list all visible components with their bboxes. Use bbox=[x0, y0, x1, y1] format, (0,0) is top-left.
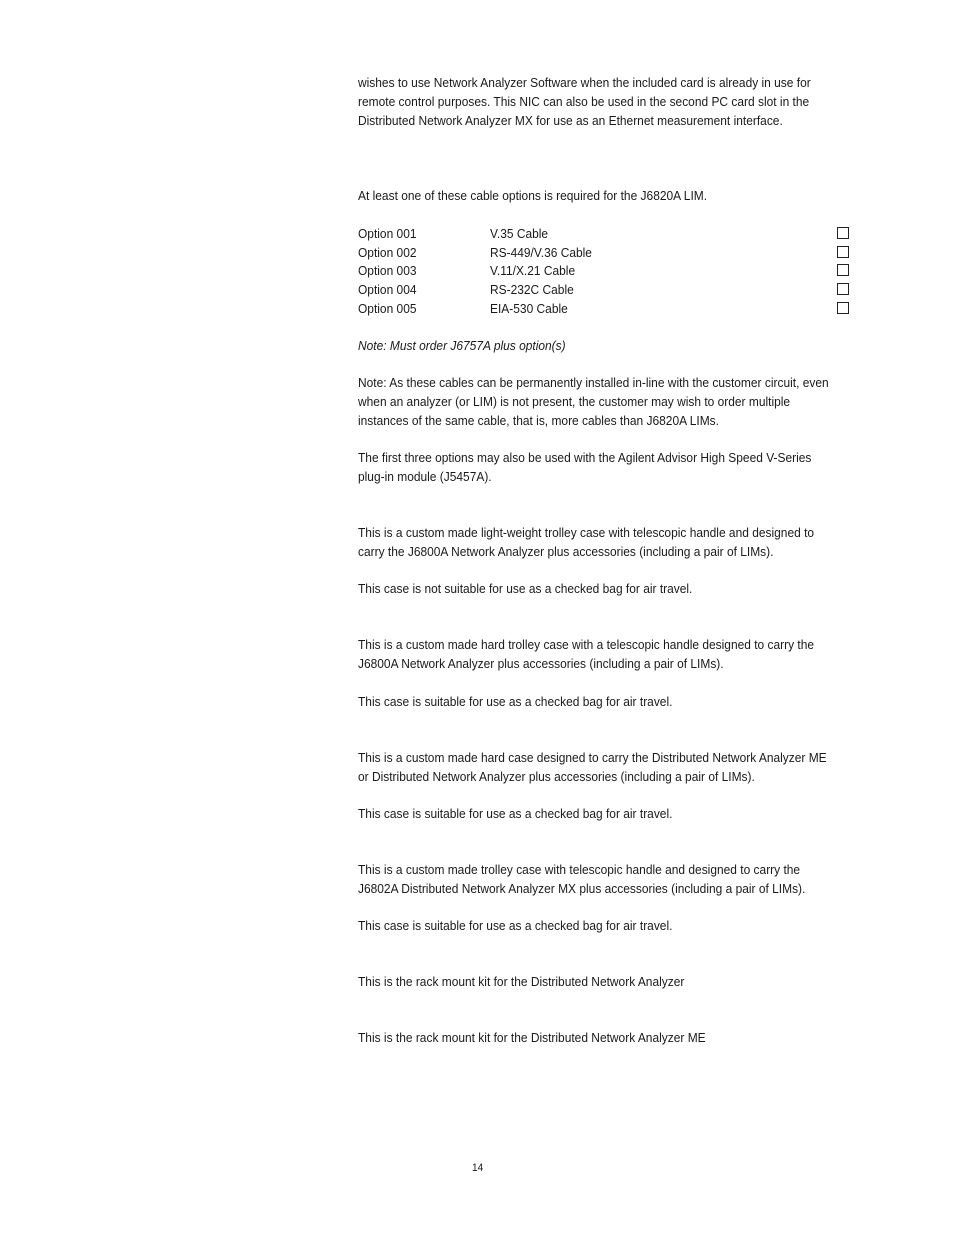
option-checkbox[interactable] bbox=[837, 283, 849, 295]
option-description: RS-232C Cable bbox=[490, 282, 574, 297]
order-note bbox=[358, 337, 814, 356]
text-line: This case is suitable for use as a checked bag for air travel. bbox=[358, 694, 673, 709]
option-code: Option 001 bbox=[358, 226, 417, 241]
text-line: This is a custom made hard case designed to carry the Distributed Network Analyzer ME bbox=[358, 750, 827, 765]
cable-option-row bbox=[358, 281, 854, 299]
text-line: This is the rack mount kit for the Distributed Network Analyzer ME bbox=[358, 1030, 706, 1045]
hard-trolley-travel-note bbox=[358, 693, 814, 712]
cable-option-row bbox=[358, 262, 854, 280]
option-code: Option 003 bbox=[358, 263, 417, 278]
option-description: EIA-530 Cable bbox=[490, 301, 568, 316]
mx-trolley-travel-note bbox=[358, 917, 814, 936]
text-line: remote control purposes. This NIC can also be used in the second PC card slot in the bbox=[358, 93, 810, 109]
option-description: V.35 Cable bbox=[490, 226, 549, 241]
cable-option-row bbox=[358, 300, 854, 318]
light-trolley-travel-note bbox=[358, 580, 814, 599]
option-code: Option 004 bbox=[358, 282, 417, 297]
nic-intro-paragraph bbox=[358, 74, 814, 130]
option-code: Option 002 bbox=[358, 245, 417, 260]
cable-intro-paragraph bbox=[358, 187, 814, 206]
text-line: Note: Must order J6757A plus option(s) bbox=[358, 338, 566, 353]
hard-case-description bbox=[358, 749, 827, 787]
text-line: This is the rack mount kit for the Distributed Network Analyzer bbox=[358, 974, 685, 989]
text-line: or Distributed Network Analyzer plus accessories (including a pair of LIMs). bbox=[358, 768, 755, 784]
text-line: This is a custom made trolley case with telescopic handle and designed to carry the bbox=[358, 862, 801, 877]
option-code: Option 005 bbox=[358, 301, 417, 316]
text-line: This case is suitable for use as a checked bag for air travel. bbox=[358, 806, 673, 821]
cable-note-paragraph bbox=[358, 374, 829, 430]
text-line: Distributed Network Analyzer MX for use as an Ethernet measurement interface. bbox=[358, 112, 783, 128]
text-line: plug-in module (J5457A). bbox=[358, 468, 492, 484]
option-checkbox[interactable] bbox=[837, 227, 849, 239]
text-line: instances of the same cable, that is, more cables than J6820A LIMs. bbox=[358, 412, 719, 428]
hard-trolley-description bbox=[358, 636, 814, 674]
option-checkbox[interactable] bbox=[837, 302, 849, 314]
cable-option-row bbox=[358, 225, 854, 243]
text-line: when an analyzer (or LIM) is not present, the customer may wish to order multiple bbox=[358, 393, 791, 409]
text-line: This case is suitable for use as a checked bag for air travel. bbox=[358, 918, 673, 933]
mx-trolley-description bbox=[358, 861, 814, 899]
option-checkbox[interactable] bbox=[837, 264, 849, 276]
text-line: This case is not suitable for use as a checked bag for air travel. bbox=[358, 581, 693, 596]
page-number: 14 bbox=[472, 1162, 484, 1174]
text-line: J6802A Distributed Network Analyzer MX plus accessories (including a pair of LIMs). bbox=[358, 880, 806, 896]
hard-case-travel-note bbox=[358, 805, 814, 824]
option-checkbox[interactable] bbox=[837, 246, 849, 258]
light-trolley-description bbox=[358, 524, 814, 562]
text-line: The first three options may also be used with the Agilent Advisor High Speed V-Series bbox=[358, 450, 812, 465]
rack-mount-dna-me bbox=[358, 1029, 814, 1048]
text-line: Note: As these cables can be permanently installed in-line with the customer circuit, even bbox=[358, 375, 829, 390]
cable-option-row bbox=[358, 244, 854, 262]
rack-mount-dna bbox=[358, 973, 814, 992]
text-line: carry the J6800A Network Analyzer plus accessories (including a pair of LIMs). bbox=[358, 543, 774, 559]
option-description: RS-449/V.36 Cable bbox=[490, 245, 592, 260]
option-description: V.11/X.21 Cable bbox=[490, 263, 576, 278]
text-line: This is a custom made hard trolley case with a telescopic handle designed to carry the bbox=[358, 637, 815, 652]
text-line: J6800A Network Analyzer plus accessories (including a pair of LIMs). bbox=[358, 655, 724, 671]
text-line: wishes to use Network Analyzer Software when the included card is already in use for bbox=[358, 75, 811, 90]
vseries-note-paragraph bbox=[358, 449, 814, 487]
text-line: At least one of these cable options is required for the J6820A LIM. bbox=[358, 188, 708, 203]
text-line: This is a custom made light-weight trolley case with telescopic handle and designed to bbox=[358, 525, 815, 540]
